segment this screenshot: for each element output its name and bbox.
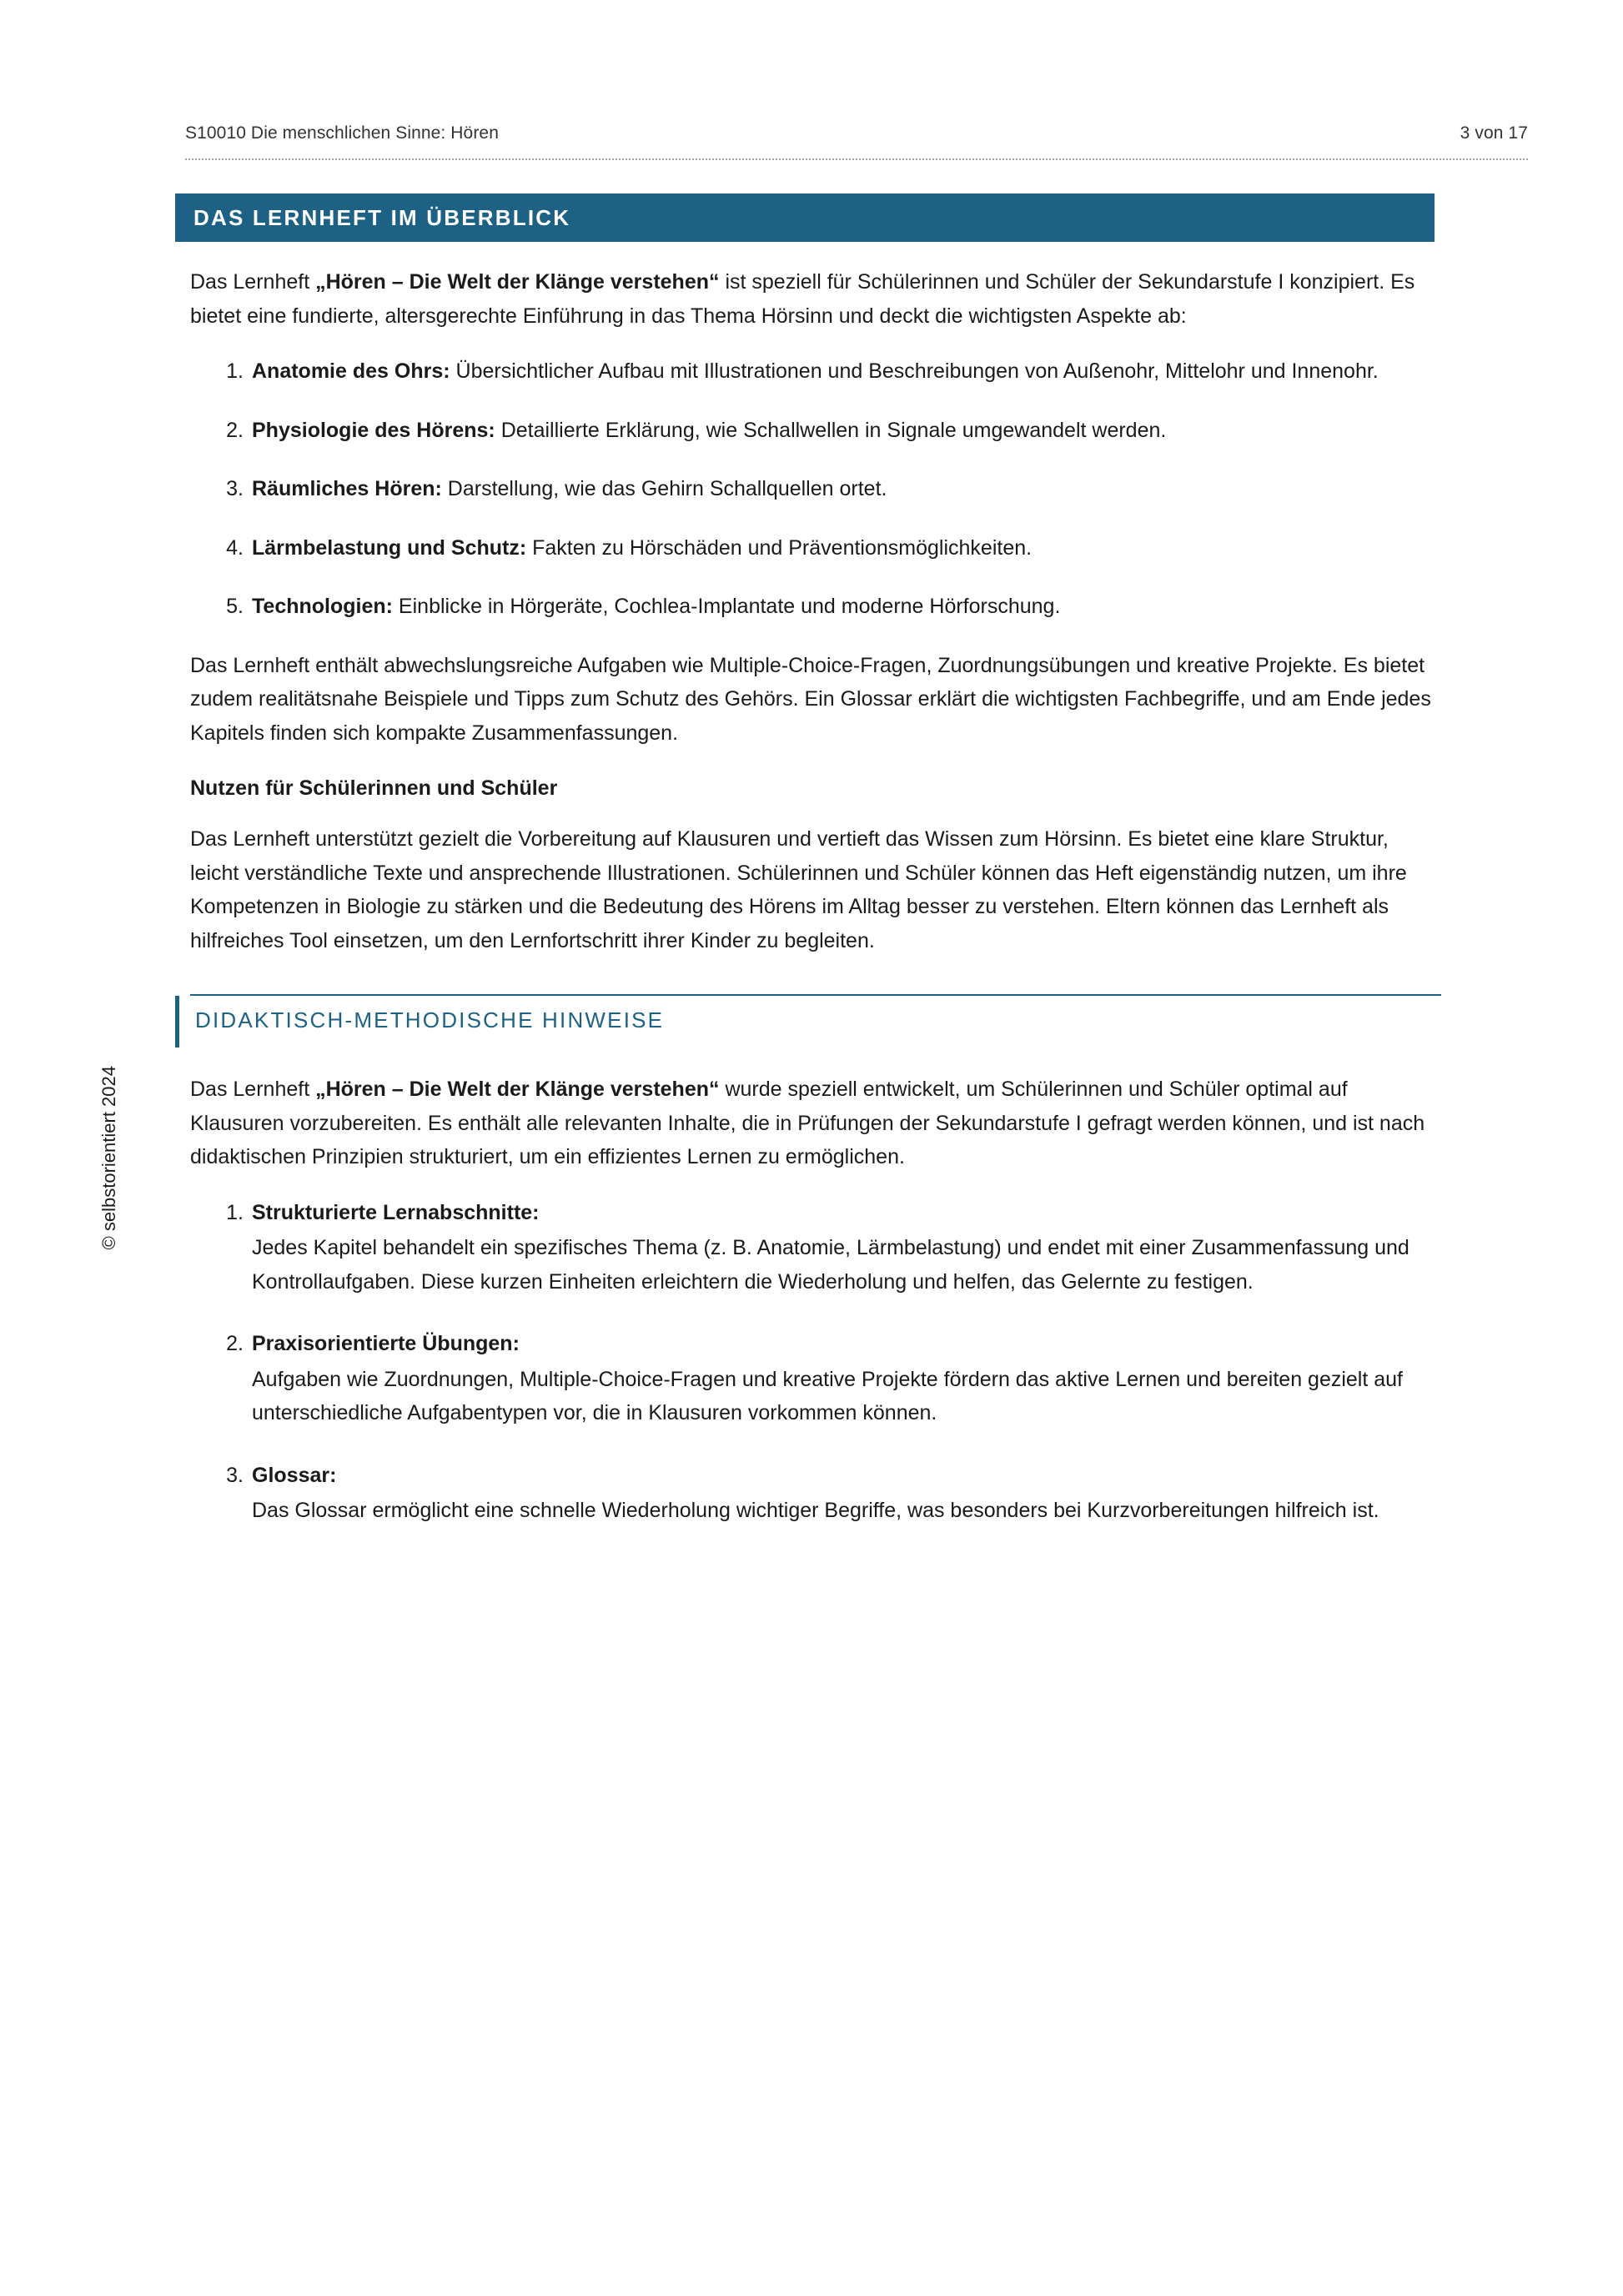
overview-intro-suffix: ist speziell für Schülerinnen und Schüler der Sekundarstufe I konzipiert. Es bietet eine fundierte, altersgerechte Einführung in das Thema Hörsinn und deckt die wichtigsten Aspekte ab:: [190, 270, 1415, 328]
list-item-text: Jedes Kapitel behandelt ein spezifisches Thema (z. B. Anatomie, Lärmbelastung) und endet mit einer Zusammenfassung und Kontrollaufgaben. Diese kurzen Einheiten erleichtern die Wiederholung und helfen, das Gelernte zu festigen.: [252, 1236, 1409, 1294]
list-item: [190, 531, 1441, 565]
list-item: [190, 472, 1441, 506]
overview-intro-paragraph: [190, 265, 1441, 333]
header-document-title: S10010 Die menschlichen Sinne: Hören: [185, 123, 499, 143]
overview-list: [190, 354, 1441, 624]
document-content: [190, 265, 1441, 1556]
list-item-lead: Räumliches Hören:: [252, 477, 442, 500]
list-item-text: Das Glossar ermöglicht eine schnelle Wiederholung wichtiger Begriffe, was besonders bei Kurzvorbereitungen hilfreich ist.: [252, 1499, 1379, 1522]
list-marker: 1.: [226, 1200, 244, 1224]
list-item-lead: Praxisorientierte Übungen:: [252, 1332, 520, 1355]
overview-subheading: Nutzen für Schülerinnen und Schüler: [190, 776, 558, 800]
list-item-lead: Anatomie des Ohrs:: [252, 359, 450, 383]
list-item-lead: Glossar:: [252, 1463, 337, 1487]
overview-summary-paragraph: Das Lernheft enthält abwechslungsreiche Aufgaben wie Multiple-Choice-Fragen, Zuordnungsübungen und kreative Projekte. Es bietet zudem realitätsnahe Beispiele und Tipps zum Schutz des Gehörs. Ein Glossar erklärt die wichtigsten Fachbegriffe, und am Ende jedes Kapitels finden sich kompakte Zusammenfassungen.: [190, 653, 1431, 745]
list-item-text: Fakten zu Hörschäden und Präventionsmöglichkeiten.: [526, 535, 1033, 560]
list-item-text: Detaillierte Erklärung, wie Schallwellen in Signale umgewandelt werden.: [495, 418, 1167, 442]
list-item: [190, 1327, 1441, 1430]
list-item: [190, 1196, 1441, 1299]
list-item-lead: Physiologie des Hörens:: [252, 418, 495, 442]
overview-intro-prefix: Das Lernheft: [190, 270, 316, 294]
didactics-intro-paragraph: [190, 1073, 1441, 1174]
list-item-text: Einblicke in Hörgeräte, Cochlea-Implantate und moderne Hörforschung.: [392, 595, 1061, 618]
list-marker: 2.: [226, 418, 244, 442]
section-title-overview: DAS LERNHEFT IM ÜBERBLICK: [193, 204, 571, 230]
list-item: [190, 414, 1441, 448]
list-item-text: Darstellung, wie das Gehirn Schallquellen ortet.: [441, 477, 887, 500]
list-item: [190, 354, 1441, 389]
list-marker: 5.: [226, 595, 244, 618]
didactics-intro-bold: „Hören – Die Welt der Klänge verstehen“: [315, 1078, 720, 1101]
list-marker: 3.: [226, 1463, 244, 1487]
section-title-bar-overview: [175, 193, 1435, 242]
list-marker: 4.: [226, 535, 244, 560]
section-title-didactics: DIDAKTISCH-METHODISCHE HINWEISE: [195, 1007, 665, 1032]
header-divider: [185, 158, 1528, 160]
copyright-notice: © selbstorientiert 2024: [98, 1066, 119, 1250]
didactics-intro-prefix: Das Lernheft: [190, 1078, 316, 1101]
list-item-lead: Lärmbelastung und Schutz:: [252, 535, 527, 560]
list-item: [190, 1459, 1441, 1528]
list-item: [190, 590, 1441, 624]
section-accent-bar: [175, 996, 179, 1048]
header-page-number: 3 von 17: [1460, 123, 1528, 143]
didactics-intro-suffix: wurde speziell entwickelt, um Schülerinnen und Schüler optimal auf Klausuren vorzubereiten. Es enthält alle relevanten Inhalte, die in Prüfungen der Sekundarstufe I gefragt werden können, und ist nach didaktischen Prinzipien strukturiert, um ein effizientes Lernen zu ermöglichen.: [190, 1078, 1425, 1168]
list-marker: 1.: [226, 359, 244, 383]
didactics-list: [190, 1196, 1441, 1528]
list-item-text: Übersichtlicher Aufbau mit Illustrationen und Beschreibungen von Außenohr, Mittelohr und Innenohr.: [450, 359, 1379, 383]
page-header: [185, 123, 1528, 143]
list-marker: 2.: [226, 1332, 244, 1355]
overview-intro-bold: „Hören – Die Welt der Klänge verstehen“: [315, 270, 720, 294]
overview-benefit-paragraph: Das Lernheft unterstützt gezielt die Vorbereitung auf Klausuren und vertieft das Wissen zum Hörsinn. Es bietet eine klare Struktur, leicht verständliche Texte und ansprechende Illustrationen. Schülerinnen und Schüler können das Heft eigenständig nutzen, um ihre Kompetenzen in Biologie zu stärken und die Bedeutung des Hörens im Alltag besser zu verstehen. Eltern können das Lernheft als hilfreiches Tool einsetzen, um den Lernfortschritt ihrer Kinder zu begleiten.: [190, 827, 1407, 952]
list-item-text: Aufgaben wie Zuordnungen, Multiple-Choice-Fragen und kreative Projekte fördern das aktive Lernen und bereiten gezielt auf unterschiedliche Aufgabentypen vor, die in Klausuren vorkommen können.: [252, 1367, 1404, 1424]
section-title-bar-didactics: [190, 994, 1441, 1048]
list-item-lead: Technologien:: [252, 595, 393, 618]
list-item-lead: Strukturierte Lernabschnitte:: [252, 1200, 540, 1224]
list-marker: 3.: [226, 477, 244, 500]
